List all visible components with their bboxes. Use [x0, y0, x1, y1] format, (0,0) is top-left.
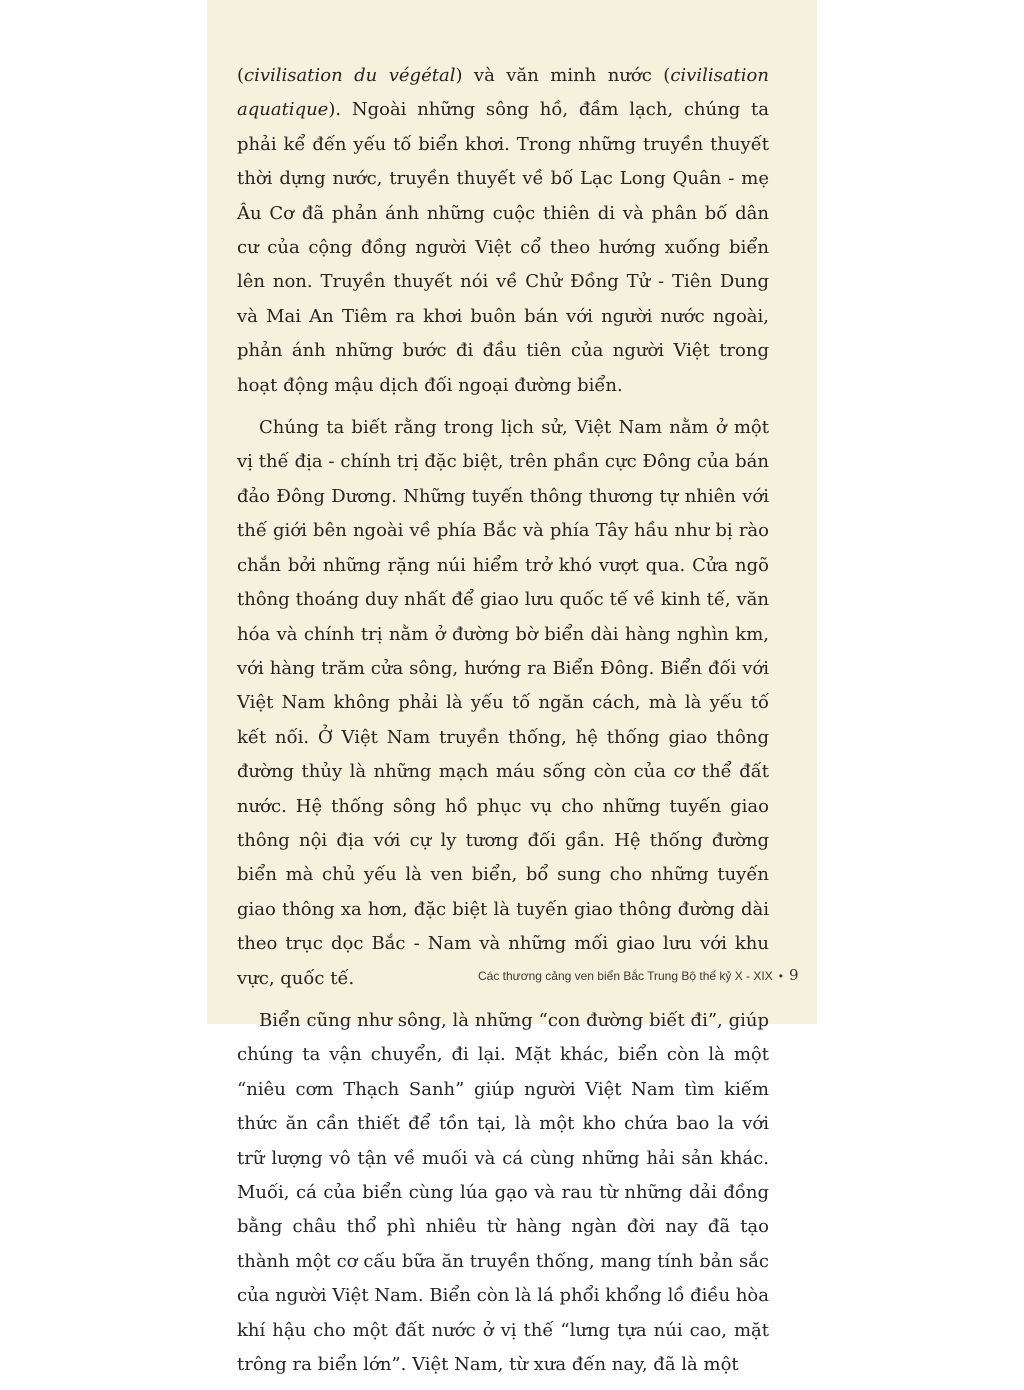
- footer-bullet: •: [778, 969, 783, 983]
- text-segment: Chúng ta biết rằng trong lịch sử, Việt Nam nằm ở một vị thế địa - chính trị đặc biệt, trên phần cực Đông của bán đảo Đông Dương. Những tuyến thông thương tự nhiên với thế giới bên ngoài về phía Bắc và phía Tây hầu như bị rào chắn bởi những rặng núi hiểm trở khó vượt qua. Cửa ngõ thông thoáng duy nhất để giao lưu quốc tế về kinh tế, văn hóa và chính trị nằm ở đường bờ biển dài hàng nghìn km, với hàng trăm cửa sông, hướng ra Biển Đông. Biển đối với Việt Nam không phải là yếu tố ngăn cách, mà là yếu tố kết nối. Ở Việt Nam truyền thống, hệ thống giao thông đường thủy là những mạch máu sống còn của cơ thể đất nước. Hệ thống sông hồ phục vụ cho những tuyến giao thông nội địa với cự ly tương đối gần. Hệ thống đường biển mà chủ yếu là ven biển, bổ sung cho những tuyến giao thông xa hơn, đặc biệt là tuyến giao thông đường dài theo trục dọc Bắc - Nam và những mối giao lưu với khu vực, quốc tế.: [237, 417, 769, 989]
- page-number: 9: [788, 966, 799, 984]
- paragraph-2: [237, 411, 769, 996]
- text-segment: Biển cũng như sông, là những “con đường biết đi”, giúp chúng ta vận chuyển, đi lại. Mặt khác, biển còn là một “niêu cơm Thạch Sanh” giúp người Việt Nam tìm kiếm thức ăn cần thiết để tồn tại, là một kho chứa bao la với trữ lượng vô tận về muối và cá cùng những hải sản khác. Muối, cá của biển cùng lúa gạo và rau từ những dải đồng bằng châu thổ phì nhiêu từ hàng ngàn đời nay đã tạo thành một cơ cấu bữa ăn truyền thống, mang tính bản sắc của người Việt Nam. Biển còn là lá phổi khổng lồ điều hòa khí hậu cho một đất nước ở vị thế “lưng tựa núi cao, mặt trông ra biển lớn”. Việt Nam, từ xưa đến nay, đã là một: [237, 1009, 769, 1376]
- text-segment: (: [237, 65, 245, 86]
- text-segment-italic: civilisation du végétal: [244, 65, 456, 86]
- text-segment: ) và văn minh nước (: [455, 65, 671, 86]
- running-title: Các thương cảng ven biển Bắc Trung Bộ thế kỷ X - XIX: [478, 969, 773, 983]
- text-segment: ). Ngoài những sông hồ, đầm lạch, chúng ta phải kể đến yếu tố biển khơi. Trong những truyền thuyết thời dựng nước, truyền thuyết về bố Lạc Long Quân - mẹ Âu Cơ đã phản ánh những cuộc thiên di và phân bố dân cư của cộng đồng người Việt cổ theo hướng xuống biển lên non. Truyền thuyết nói về Chử Đồng Tử - Tiên Dung và Mai An Tiêm ra khơi buôn bán với người nước ngoài, phản ánh những bước đi đầu tiên của người Việt trong hoạt động mậu dịch đối ngoại đường biển.: [237, 99, 769, 396]
- text-segment-italic: civilisation aquatique: [237, 65, 769, 121]
- page-footer: [478, 966, 799, 984]
- paragraph-3: [237, 1004, 769, 1382]
- page-body-text: [237, 59, 769, 1390]
- paragraph-1: [237, 59, 769, 403]
